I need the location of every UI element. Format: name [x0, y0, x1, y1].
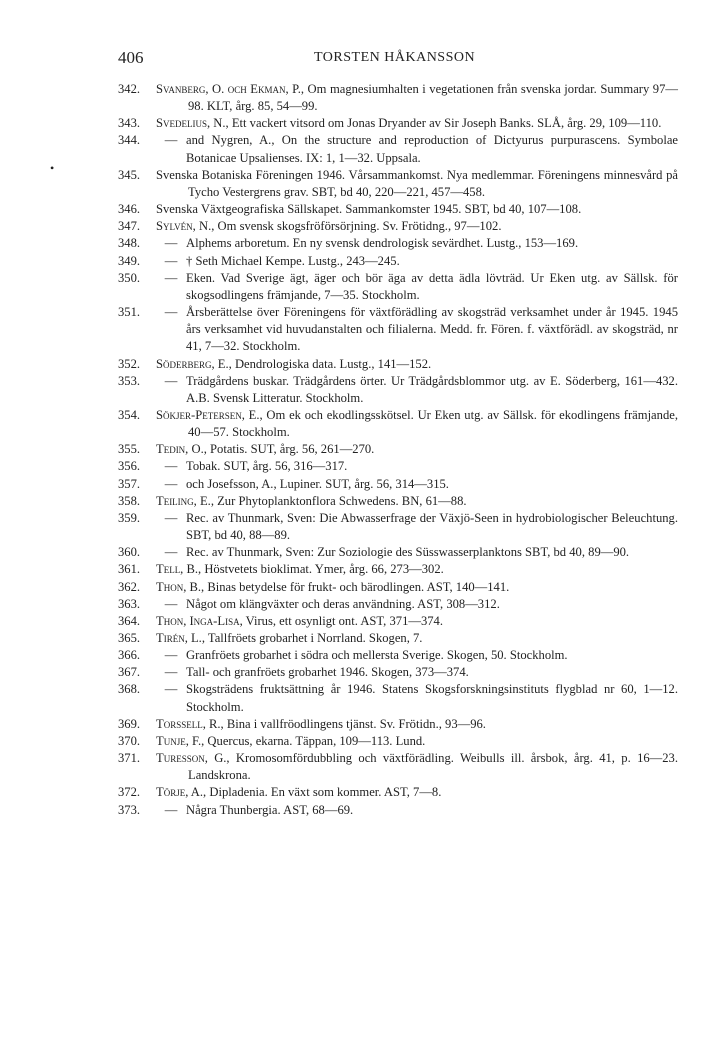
entry-citation: och Josefsson, A., Lupiner. SUT, årg. 56, 314—315.: [186, 476, 449, 491]
bibliography-entry: [118, 458, 678, 475]
entry-number: 368.: [118, 682, 141, 697]
entry-text: [156, 784, 678, 801]
entry-number: 357.: [118, 476, 141, 491]
bibliography-entry: [118, 476, 678, 493]
ditto-mark: —: [164, 270, 178, 285]
entry-citation: Quercus, ekarna. Täppan, 109—113. Lund.: [204, 733, 426, 748]
entry-citation: Om svensk skogsfröförsörjning. Sv. Frötidng., 97—102.: [214, 219, 502, 234]
bibliography-entry: [118, 733, 678, 750]
entry-citation: † Seth Michael Kempe. Lustg., 243—245.: [186, 253, 400, 268]
entry-number: 343.: [118, 116, 141, 131]
entry-text: [156, 218, 678, 235]
entry-number: 356.: [118, 459, 141, 474]
bibliography-entry: [118, 132, 678, 166]
entry-number: 352.: [118, 356, 141, 371]
entry-number: 351.: [118, 305, 141, 320]
entry-text: [186, 270, 678, 304]
entry-citation: Skogsträdens fruktsättning år 1946. Statens Skogsforskningsinstituts flygblad nr 60, 1—12. Stockholm.: [186, 682, 678, 714]
page-number: 406: [118, 48, 144, 67]
bibliography-entry: [118, 510, 678, 544]
entry-citation: Tallfröets grobarhet i Norrland. Skogen, 7.: [204, 631, 423, 645]
ditto-mark: —: [164, 802, 178, 817]
entry-author: Sylvén, N.,: [156, 219, 215, 234]
entry-citation: Binas betydelse för frukt- och bärodlingen. AST, 140—141.: [204, 579, 510, 594]
bibliography-entry: [118, 235, 678, 252]
entry-citation: Eken. Vad Sverige ägt, äger och bör äga av detta ädla lövträd. Ur Eken utg. av Sällsk. för skogsodlingens främjande, 7—35. Stockholm.: [186, 270, 678, 302]
bibliography-entry: [118, 784, 678, 801]
entry-author: Torssell, R.,: [156, 716, 224, 731]
entry-author: Tell, B.,: [156, 562, 202, 577]
bibliography-entry: [118, 373, 678, 407]
entry-number: 353.: [118, 373, 141, 388]
page-header: [118, 48, 678, 68]
ditto-mark: —: [164, 459, 178, 474]
ditto-mark: —: [164, 476, 178, 491]
entry-number: 361.: [118, 562, 141, 577]
entry-citation: Tall- och granfröets grobarhet 1946. Skogen, 373—374.: [186, 665, 469, 680]
entry-author: Tunje, F.,: [156, 733, 205, 748]
entry-number: 362.: [118, 579, 141, 594]
entry-number: 358.: [118, 493, 141, 508]
entry-text: [156, 167, 678, 201]
entry-text: [186, 476, 678, 493]
entry-number: 370.: [118, 733, 141, 748]
entry-citation: Granfröets grobarhet i södra och mellersta Sverige. Skogen, 50. Stockholm.: [186, 648, 568, 663]
ditto-mark: —: [164, 133, 178, 148]
entry-text: [186, 253, 678, 270]
ditto-mark: —: [164, 373, 178, 388]
bibliography-entry: [118, 802, 678, 819]
entry-author: Thon, Inga-Lisa,: [156, 613, 243, 628]
entry-text: [186, 664, 678, 681]
bibliography-entry: [118, 664, 678, 681]
entry-text: [156, 356, 678, 373]
bibliography-entry: [118, 493, 678, 510]
entry-text: [156, 493, 678, 510]
entry-number: 344.: [118, 133, 141, 148]
entry-text: [186, 544, 678, 561]
entry-number: 360.: [118, 545, 141, 560]
entry-text: [156, 561, 678, 578]
entry-text: [156, 441, 678, 458]
entry-citation: Ett vackert vitsord om Jonas Dryander av Sir Joseph Banks. SLÅ, årg. 29, 109—110.: [228, 116, 662, 131]
entry-text: [156, 613, 678, 630]
entry-number: 349.: [118, 253, 141, 268]
entry-author: Sökjer-Petersen, E.,: [156, 407, 263, 422]
entry-number: 373.: [118, 802, 141, 817]
entry-text: [186, 373, 678, 407]
bibliography-entry: [118, 647, 678, 664]
entry-number: 359.: [118, 510, 141, 525]
bibliography-entry: [118, 270, 678, 304]
bibliography-entry: [118, 218, 678, 235]
entry-text: [156, 407, 678, 441]
bibliography-entry: [118, 750, 678, 784]
ditto-mark: —: [164, 253, 178, 268]
bibliography-entry: [118, 407, 678, 441]
entry-author: Svedelius, N.,: [156, 116, 229, 131]
entry-citation: Dipladenia. En växt som kommer. AST, 7—8.: [206, 785, 442, 800]
entry-text: [186, 458, 678, 475]
entry-number: 365.: [118, 631, 141, 645]
margin-mark: •: [50, 161, 55, 175]
entry-author: Teiling, E.,: [156, 493, 214, 508]
bibliography-entry: [118, 681, 678, 715]
entry-number: 346.: [118, 202, 141, 217]
entry-author: Söderberg, E.,: [156, 356, 232, 371]
bibliography-entry: [118, 356, 678, 373]
entry-number: 367.: [118, 665, 141, 680]
entry-author: Tirén, L.,: [156, 631, 205, 645]
entry-author: Svanberg, O. och Ekman, P.,: [156, 82, 305, 96]
entry-text: [186, 596, 678, 613]
entry-citation: Kromosomfördubbling och växtförädling. Weibulls ill. årsbok, årg. 41, p. 16—23. Landskrona.: [188, 751, 678, 783]
entry-citation: Dendrologiska data. Lustg., 141—152.: [231, 356, 432, 371]
ditto-mark: —: [164, 682, 178, 697]
entry-citation: Potatis. SUT, årg. 56, 261—270.: [206, 442, 375, 457]
entry-author: Törje, A.,: [156, 785, 207, 800]
entry-citation: Rec. av Thunmark, Sven: Die Abwasserfrage der Växjö-Seen in hydrobiologischer Beleuchtung. SBT, bd 40, 88—89.: [186, 510, 678, 543]
entry-number: 364.: [118, 613, 141, 628]
bibliography-entry: [118, 441, 678, 458]
bibliography-entry: [118, 561, 678, 578]
entry-citation: Om magnesiumhalten i vegetationen från svenska jordar. Summary 97—98. KLT, årg. 85, 54—99.: [188, 82, 678, 114]
entry-text: [186, 681, 678, 715]
ditto-mark: —: [164, 545, 178, 560]
entry-citation: Zur Phytoplanktonflora Schwedens. BN, 61—88.: [213, 493, 467, 508]
entry-text: [156, 81, 678, 115]
entry-citation: Svenska Växtgeografiska Sällskapet. Sammankomster 1945. SBT, bd 40, 107—108.: [156, 202, 582, 217]
entry-citation: Rec. av Thunmark, Sven: Zur Soziologie des Süsswasserplanktons SBT, bd 40, 89—90.: [186, 545, 630, 560]
entry-number: 369.: [118, 716, 141, 731]
ditto-mark: —: [164, 305, 178, 320]
entry-number: 348.: [118, 236, 141, 251]
entry-citation: Virus, ett osynligt ont. AST, 371—374.: [242, 613, 444, 628]
ditto-mark: —: [164, 510, 178, 525]
entry-number: 363.: [118, 596, 141, 611]
entry-number: 342.: [118, 82, 141, 96]
entry-text: [186, 235, 678, 252]
ditto-mark: —: [164, 665, 178, 680]
entry-citation: Alphems arboretum. En ny svensk dendrologisk sevärdhet. Lustg., 153—169.: [186, 236, 579, 251]
bibliography-entry: [118, 716, 678, 733]
bibliography-entry: [118, 630, 678, 647]
entry-text: [156, 201, 678, 218]
bibliography-entry: [118, 596, 678, 613]
entry-number: 354.: [118, 407, 141, 422]
bibliography-entry: [118, 613, 678, 630]
entry-text: [156, 579, 678, 596]
running-title: TORSTEN HÅKANSSON: [314, 50, 476, 65]
entry-citation: Svenska Botaniska Föreningen 1946. Vårsammankomst. Nya medlemmar. Föreningens minnesvård på Tycho Vestergrens grav. SBT, bd 40, 220—221, 457—458.: [156, 167, 678, 199]
entry-text: [156, 733, 678, 750]
entry-text: [186, 647, 678, 664]
entry-citation: Trädgårdens buskar. Trädgårdens örter. Ur Trädgårdsblommor utg. av E. Söderberg, 161—432. A.B. Svensk Litteratur. Stockholm.: [186, 373, 678, 405]
bibliography-entry: [118, 253, 678, 270]
entry-author: Thon, B.,: [156, 579, 205, 594]
entry-citation: Några Thunbergia. AST, 68—69.: [186, 802, 354, 817]
entry-citation: Höstvetets bioklimat. Ymer, årg. 66, 273—302.: [201, 562, 444, 577]
entry-text: [156, 115, 678, 132]
bibliography-entry: [118, 201, 678, 218]
entry-author: Turesson, G.,: [156, 751, 230, 766]
entry-citation: Något om klängväxter och deras användning. AST, 308—312.: [186, 596, 500, 611]
entry-number: 345.: [118, 167, 141, 182]
entry-citation: and Nygren, A., On the structure and reproduction of Dictyurus purpurascens. Symbolae Botanicae Upsalienses. IX: 1, 1—32. Uppsala.: [186, 133, 678, 165]
entry-number: 355.: [118, 442, 141, 457]
entry-text: [156, 750, 678, 784]
entry-citation: Om ek och ekodlingsskötsel. Ur Eken utg. av Sällsk. för ekodlingens främjande, 40—57. Stockholm.: [188, 407, 678, 440]
entry-text: [186, 510, 678, 544]
bibliography-entry: [118, 167, 678, 201]
entry-number: 372.: [118, 785, 141, 800]
ditto-mark: —: [164, 648, 178, 663]
bibliography-entry: [118, 115, 678, 132]
entry-text: [186, 802, 678, 819]
entry-citation: Tobak. SUT, årg. 56, 316—317.: [186, 459, 348, 474]
bibliography-entry: [118, 304, 678, 355]
ditto-mark: —: [164, 596, 178, 611]
entry-number: 371.: [118, 751, 141, 766]
bibliography-entry: [118, 544, 678, 561]
entry-number: 350.: [118, 270, 141, 285]
bibliography-list: [118, 81, 678, 819]
bibliography-entry: [118, 81, 678, 115]
entry-number: 347.: [118, 219, 141, 234]
entry-text: [156, 630, 678, 647]
ditto-mark: —: [164, 236, 178, 251]
bibliography-entry: [118, 579, 678, 596]
entry-text: [186, 304, 678, 355]
entry-author: Tedin, O.,: [156, 442, 207, 457]
entry-citation: Årsberättelse över Föreningens för växtförädling av skogsträd verksamhet under år 1945. 1945 års verksamhet vid huvudanstalten och filialerna. Medd. fr. Fören. f. växtförädl. av skogsträd, nr 41, 7—32. Stockholm.: [186, 305, 678, 354]
entry-text: [186, 132, 678, 166]
entry-text: [156, 716, 678, 733]
entry-number: 366.: [118, 648, 141, 663]
entry-citation: Bina i vallfröodlingens tjänst. Sv. Frötidn., 93—96.: [223, 716, 486, 731]
